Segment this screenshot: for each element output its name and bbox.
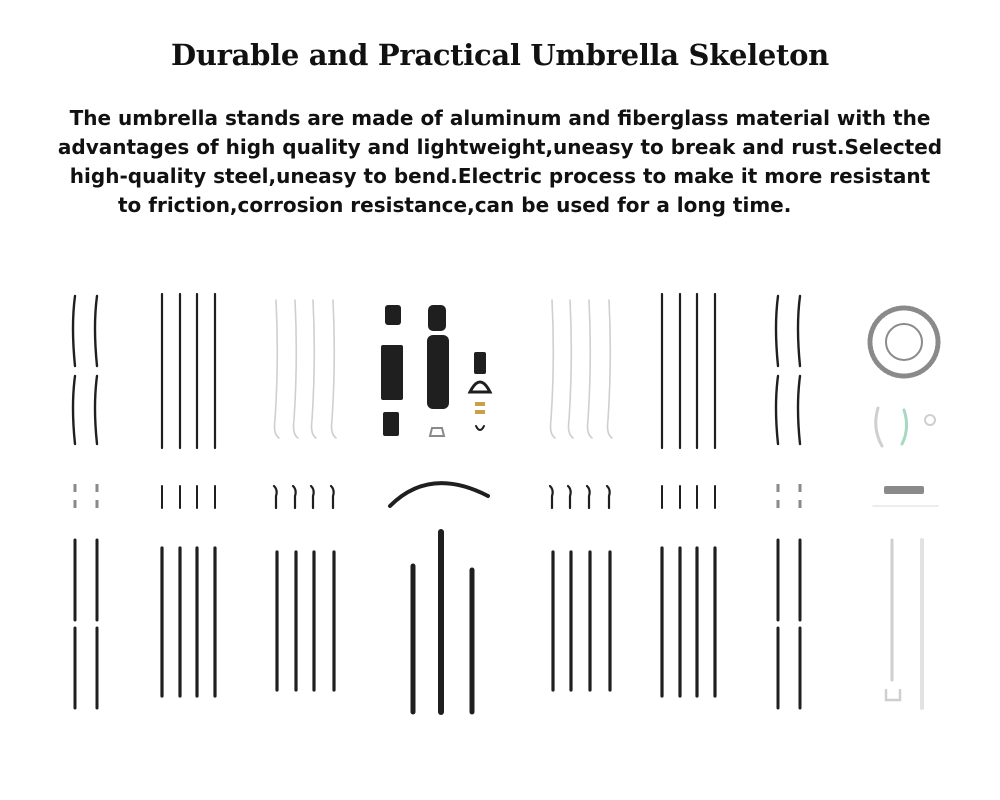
brass-part (475, 410, 485, 414)
small-joint (777, 484, 780, 492)
curved-rib (798, 296, 800, 366)
wire-stretcher (312, 300, 317, 438)
plastic-bracket (886, 690, 900, 700)
hook-joint (293, 486, 296, 508)
hook-joint (587, 486, 590, 508)
handle-tube (427, 335, 449, 409)
curved-rib (73, 376, 75, 444)
curved-rib (798, 376, 800, 444)
spring-bar (884, 486, 924, 494)
hook-joint (550, 486, 553, 508)
curved-rib (776, 296, 778, 366)
wire-stretcher (332, 300, 337, 438)
small-joint (96, 484, 99, 492)
small-joint (777, 500, 780, 508)
hook-joint (568, 486, 571, 508)
tip-cone-neck (474, 352, 486, 374)
plastic-clip (902, 410, 907, 444)
description-line-3: high-quality steel,uneasy to bend.Electric process to make it more resistant (69, 164, 931, 188)
description (40, 104, 960, 220)
description-line-1: The umbrella stands are made of aluminum and fiberglass material with the (69, 106, 931, 130)
brass-part (475, 402, 485, 406)
wrist-strap (390, 483, 488, 506)
wire-stretcher (588, 300, 593, 438)
small-joint (96, 500, 99, 508)
small-joint (74, 484, 77, 492)
curved-rib (776, 376, 778, 444)
wire-stretcher (551, 300, 556, 438)
small-joint (74, 500, 77, 508)
coil-spring-inner (886, 324, 922, 360)
small-joint (799, 500, 802, 508)
curved-rib (73, 296, 75, 366)
small-ring (925, 415, 935, 425)
wire-stretcher (294, 300, 299, 438)
hook-joint (311, 486, 314, 508)
small-joint (799, 484, 802, 492)
top-notch (428, 305, 446, 331)
small-nut (430, 428, 444, 436)
tip-cone (470, 382, 490, 392)
description-line-2: advantages of high quality and lightweight,uneasy to break and rust.Selected (57, 135, 943, 159)
curved-rib (95, 376, 97, 444)
description-line-4: to friction,corrosion resistance,can be used for a long time. (118, 193, 792, 217)
clip-piece (476, 426, 484, 430)
hook-joint (331, 486, 334, 508)
umbrella-skeleton-parts-illustration (0, 280, 1000, 720)
runner-piece (383, 412, 399, 436)
top-cap (385, 305, 401, 325)
wire-stretcher (275, 300, 280, 438)
plastic-clip (876, 408, 882, 446)
hook-joint (607, 486, 610, 508)
hook-joint (274, 486, 277, 508)
curved-rib (95, 296, 97, 366)
coil-spring (870, 308, 938, 376)
runner-body (381, 345, 403, 400)
headline: Durable and Practical Umbrella Skeleton (171, 38, 829, 72)
wire-stretcher (569, 300, 574, 438)
wire-stretcher (608, 300, 613, 438)
